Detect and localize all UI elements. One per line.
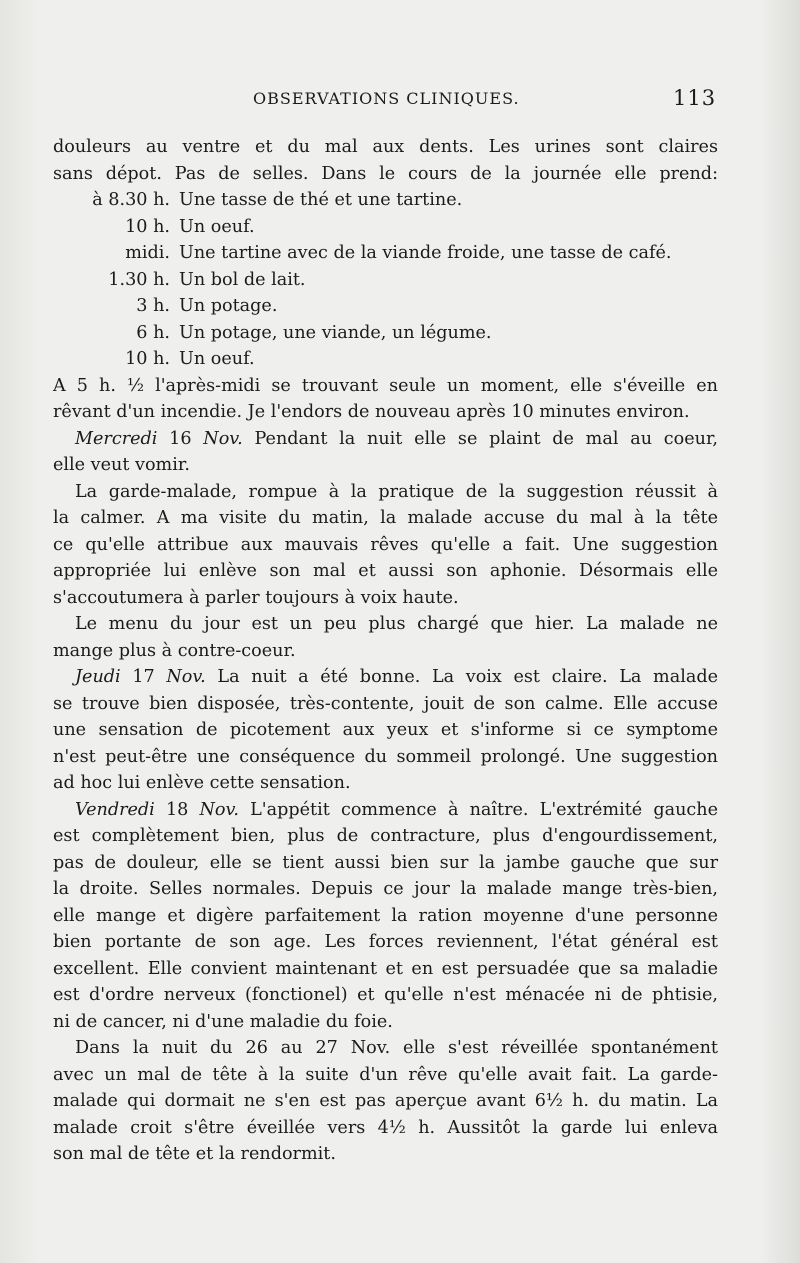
text-line: malade croit s'être éveillée vers 4½ h. Aussitôt la garde lui enleva — [53, 1117, 718, 1138]
meal-time: 10 h. — [125, 349, 170, 369]
text-line: la droite. Selles normales. Depuis ce jour la malade mange très-bien, — [53, 879, 718, 899]
text-line: appropriée lui enlève son mal et aussi son aphonie. Désormais elle — [53, 561, 718, 581]
meal-entry — [53, 187, 718, 214]
entry-text: L'appétit commence à naître. L'extrémité gauche — [250, 799, 719, 820]
text-line: bien portante de son age. Les forces reviennent, l'état général est — [53, 932, 718, 952]
text-line: rêvant d'un incendie. Je l'endors de nouveau après 10 minutes environ. — [53, 402, 690, 422]
text-line: sans dépot. Pas de selles. Dans le cours de la journée elle prend: — [53, 163, 718, 184]
text-line: ni de cancer, ni d'une maladie du foie. — [53, 1011, 393, 1032]
text-line: malade qui dormait ne s'en est pas aperçue avant 6½ h. du matin. La — [53, 1091, 718, 1111]
meal-schedule — [53, 187, 718, 373]
page-header — [0, 86, 800, 116]
meal-entry — [53, 267, 718, 294]
meal-entry — [53, 346, 718, 373]
entry-date: 18 — [165, 799, 189, 820]
running-title: OBSERVATIONS CLINIQUES. — [253, 89, 520, 108]
meal-description: Un potage. — [179, 296, 278, 316]
meal-time: 1.30 h. — [108, 269, 170, 290]
text-line: La garde-malade, rompue à la pratique de la suggestion réussit à — [75, 481, 718, 502]
text-line: une sensation de picotement aux yeux et s'informe si ce symptome — [53, 720, 718, 740]
text-line: s'accoutumera à parler toujours à voix haute. — [53, 587, 459, 608]
text-line: est d'ordre nerveux (fonctionel) et qu'elle n'est ménacée ni de phtisie, — [53, 985, 718, 1005]
page-number: 113 — [673, 86, 717, 110]
entry-month: Nov. — [166, 667, 206, 687]
text-line: excellent. Elle convient maintenant et en est persuadée que sa maladie — [53, 958, 718, 979]
entry-month: Nov. — [199, 799, 239, 820]
meal-description: Une tasse de thé et une tartine. — [179, 190, 463, 210]
meal-time: midi. — [125, 243, 170, 263]
meal-entry — [53, 240, 718, 267]
text-line: pas de douleur, elle se tient aussi bien sur la jambe gauche que sur — [53, 852, 718, 873]
text-line: ad hoc lui enlève cette sensation. — [53, 773, 351, 793]
meal-time: 10 h. — [125, 216, 170, 237]
meal-time: à 8.30 h. — [92, 190, 170, 210]
text-line: ce qu'elle attribue aux mauvais rêves qu'elle a fait. Une suggestion — [53, 534, 718, 555]
text-line: est complètement bien, plus de contracture, plus d'engourdissement, — [53, 826, 718, 846]
text-line: elle veut vomir. — [53, 455, 190, 475]
meal-description: Une tartine avec de la viande froide, une tasse de café. — [179, 243, 672, 263]
page-body — [53, 134, 718, 1168]
meal-description: Un bol de lait. — [179, 269, 306, 290]
entry-text: La nuit a été bonne. La voix est claire. La malade — [217, 667, 718, 687]
meal-entry — [53, 320, 718, 347]
text-line: avec un mal de tête à la suite d'un rêve qu'elle avait fait. La garde- — [53, 1064, 718, 1085]
entry-day: Mercredi — [75, 428, 158, 449]
text-line: Le menu du jour est un peu plus chargé que hier. La malade ne — [75, 614, 718, 634]
diary-entry-heading — [53, 426, 718, 453]
entry-text: Pendant la nuit elle se plaint de mal au coeur, — [254, 428, 719, 449]
entry-day: Vendredi — [75, 799, 155, 820]
meal-time: 3 h. — [136, 296, 170, 316]
meal-entry — [53, 214, 718, 241]
text-line: elle mange et digère parfaitement la ration moyenne d'une personne — [53, 905, 718, 926]
text-line: son mal de tête et la rendormit. — [53, 1144, 336, 1164]
meal-description: Un potage, une viande, un légume. — [179, 322, 492, 343]
text-line: la calmer. A ma visite du matin, la malade accuse du mal à la tête — [53, 508, 718, 528]
meal-entry — [53, 293, 718, 320]
text-line: Dans la nuit du 26 au 27 Nov. elle s'est réveillée spontanément — [75, 1038, 718, 1058]
meal-description: Un oeuf. — [179, 216, 255, 237]
text-line: n'est peut-être une conséquence du sommeil prolongé. Une suggestion — [53, 746, 718, 767]
meal-description: Un oeuf. — [179, 349, 255, 369]
text-line: mange plus à contre-coeur. — [53, 640, 296, 661]
entry-date: 17 — [132, 667, 155, 687]
diary-entry-heading — [53, 797, 718, 824]
entry-month: Nov. — [203, 428, 243, 449]
meal-time: 6 h. — [136, 322, 170, 343]
text-line: douleurs au ventre et du mal aux dents. Les urines sont claires — [53, 137, 718, 157]
text-line: A 5 h. ½ l'après-midi se trouvant seule un moment, elle s'éveille en — [53, 375, 718, 396]
entry-day: Jeudi — [75, 667, 121, 687]
diary-entry-heading — [53, 664, 718, 691]
entry-date: 16 — [169, 428, 192, 449]
text-line: se trouve bien disposée, très-contente, jouit de son calme. Elle accuse — [53, 693, 718, 714]
